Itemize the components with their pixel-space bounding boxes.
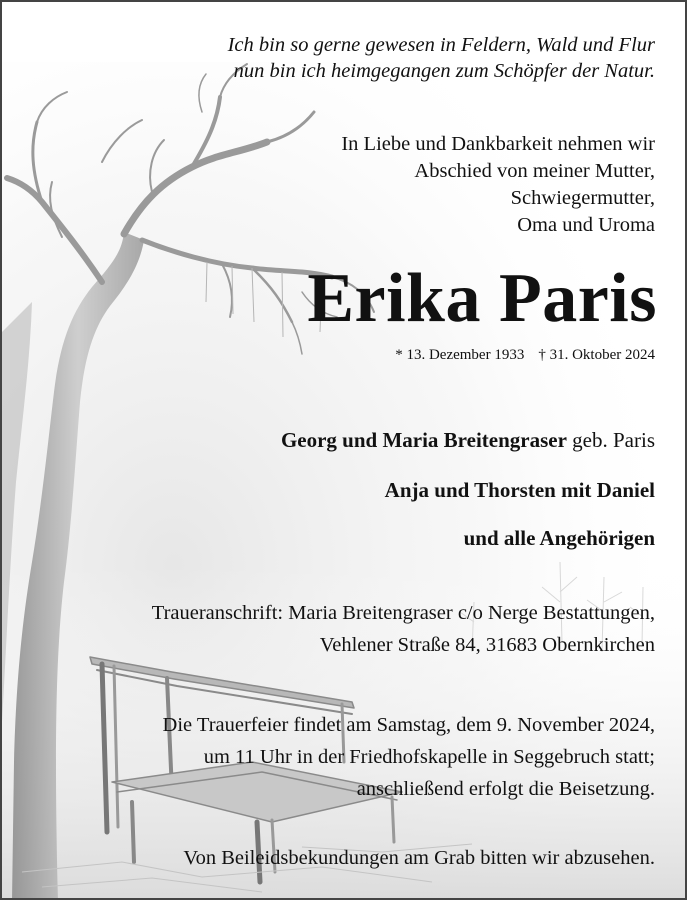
mourning-address: [152, 599, 655, 660]
family-names: und alle Angehörigen: [463, 526, 655, 550]
ceremony-info: [163, 711, 655, 804]
family-line-2: [385, 477, 655, 503]
family-names: Georg und Maria Breitengraser: [280, 428, 567, 452]
intro-line: Oma und Uroma: [517, 214, 655, 236]
ceremony-line: Die Trauerfeier findet am Samstag, dem 9. November 2024,: [162, 714, 655, 736]
intro-line: Abschied von meiner Mutter,: [414, 160, 655, 182]
family-names: Anja und Thorsten mit Daniel: [384, 478, 655, 502]
birth-date: * 13. Dezember 1933: [395, 347, 525, 363]
family-line-1: [281, 427, 655, 453]
opening-quote: [228, 32, 655, 84]
ceremony-line: um 11 Uhr in der Friedhofskapelle in Seggebruch statt;: [203, 746, 655, 768]
intro-text: [341, 131, 655, 239]
deceased-name: Erika Paris: [307, 260, 657, 337]
quote-line: nun bin ich heimgegangen zum Schöpfer der Natur.: [233, 60, 655, 82]
address-line: Traueranschrift: Maria Breitengraser c/o Nerge Bestattungen,: [151, 602, 655, 624]
ceremony-line: anschließend erfolgt die Beisetzung.: [356, 778, 655, 800]
quote-line: Ich bin so gerne gewesen in Feldern, Wald und Flur: [227, 34, 655, 56]
intro-line: Schwiegermutter,: [510, 187, 655, 209]
intro-line: In Liebe und Dankbarkeit nehmen wir: [341, 133, 655, 155]
family-birthname: geb. Paris: [572, 428, 655, 452]
death-date: † 31. Oktober 2024: [538, 347, 655, 363]
address-line: Vehlener Straße 84, 31683 Obernkirchen: [319, 634, 655, 656]
life-dates: [395, 346, 655, 364]
family-line-3: [464, 525, 655, 551]
closing-note: Von Beileidsbekundungen am Grab bitten wir abzusehen.: [183, 847, 655, 869]
